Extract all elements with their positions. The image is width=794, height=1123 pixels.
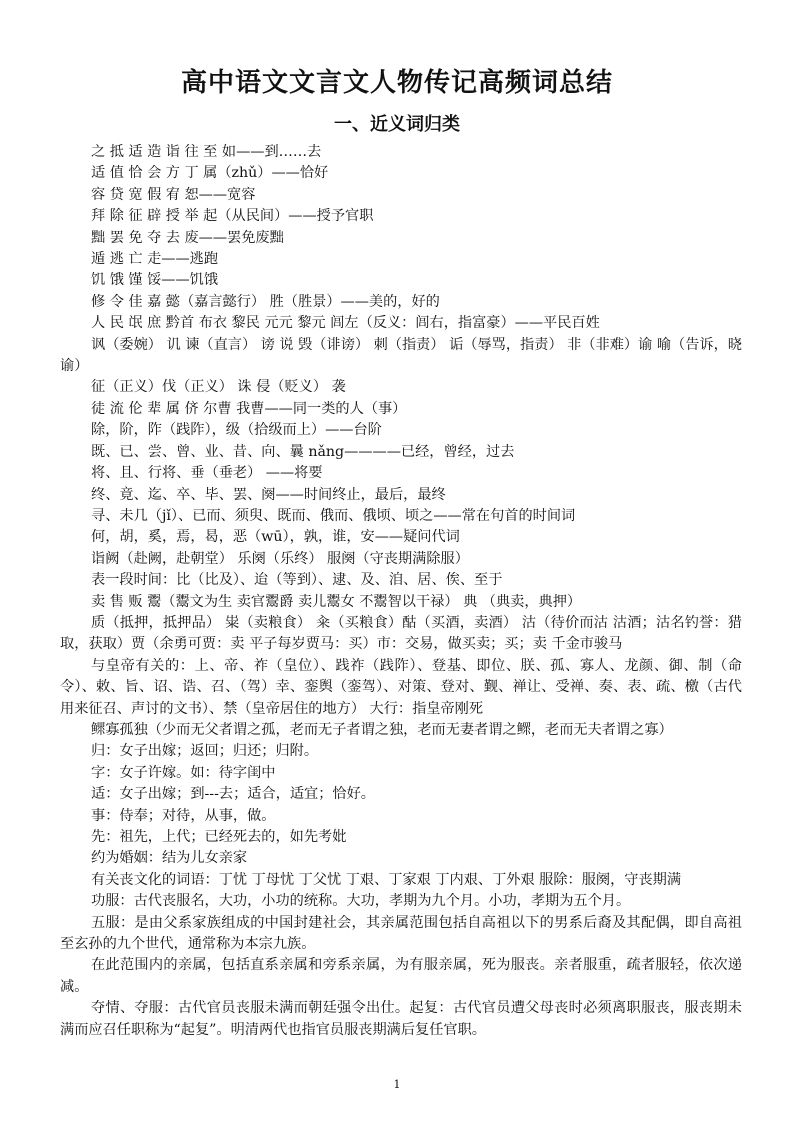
document-body <box>60 142 742 1041</box>
paragraph: 与皇帝有关的：上、帝、祚（皇位）、践祚（践阼）、登基、即位、朕、孤、寡人、龙颜、御、制（命令）、敕、旨、诏、诰、召、（驾）幸、銮舆（銮驾）、对策、登对、觐、禅让、受禅、奏、表、疏、檄（古代用来征召、声讨的文书）、禁（皇帝居住的地方） 大行：指皇帝刚死 <box>60 657 742 717</box>
paragraph: 讽（委婉） 讥 谏（直言） 谤 说 毁（诽谤） 刺（指责） 诟（辱骂，指责） 非（非难）谕 喻（告诉，晓谕） <box>60 336 742 375</box>
paragraph: 容 贷 宽 假 宥 恕——宽容 <box>91 186 256 203</box>
document-title: 高中语文文言文人物传记高频词总结 <box>180 68 613 98</box>
paragraph: 征（正义）伐（正义） 诛 侵（贬义） 袭 <box>91 379 346 396</box>
paragraph: 既、已、尝、曾、业、昔、向、曩 nǎng————已经，曾经，过去 <box>91 443 515 460</box>
section-heading: 一、近义词归类 <box>334 114 460 135</box>
page-number: 1 <box>393 1078 401 1091</box>
paragraph: 徒 流 伦 辈 属 侪 尔曹 我曹——同一类的人（事） <box>91 400 407 417</box>
paragraph: 适：女子出嫁；到---去；适合，适宜；恰好。 <box>91 786 375 803</box>
paragraph: 何，胡，奚，焉，曷，恶（wū），孰，谁，安——疑问代词 <box>91 529 460 546</box>
paragraph: 功服：古代丧服名，大功，小功的统称。大功，孝期为九个月。小功，孝期为五个月。 <box>91 893 631 910</box>
paragraph: 字：女子许嫁。如：待字闺中 <box>91 764 276 781</box>
paragraph: 先：祖先，上代；已经死去的，如先考妣 <box>91 829 347 845</box>
paragraph: 遁 逃 亡 走——逃跑 <box>91 251 219 268</box>
paragraph: 表一段时间：比（比及）、迨（等到）、逮、及、洎、居、俟、至于 <box>91 572 503 589</box>
paragraph: 拜 除 征 辟 授 举 起（从民间）——授予官职 <box>91 208 374 225</box>
paragraph: 适 值 恰 会 方 丁 属（zhǔ）——恰好 <box>91 165 329 182</box>
paragraph: 修 令 佳 嘉 懿（嘉言懿行） 胜（胜景）——美的，好的 <box>91 293 440 310</box>
paragraph: 鳏寡孤独（少而无父者谓之孤，老而无子者谓之独，老而无妻者谓之鳏，老而无夫者谓之寡） <box>91 721 673 738</box>
paragraph: 将、且、行将、垂（垂老） ——将要 <box>91 465 323 482</box>
paragraph: 夺情、夺服：古代官员丧服未满而朝廷强令出仕。起复：古代官员遭父母丧时必须离职服丧，服丧期未满而应召任职称为“起复”。明清两代也指官员服丧期满后复任官职。 <box>60 1000 742 1038</box>
paragraph: 终、竟、迄、卒、毕、罢、阕——时间终止，最后，最终 <box>91 486 446 503</box>
paragraph: 有关丧文化的词语：丁忧 丁母忧 丁父忧 丁艰、丁家艰 丁内艰、丁外艰 服除：服阕，守丧期满 <box>91 871 682 888</box>
paragraph: 除，阶，阼（践阼），级（拾级而上）——台阶 <box>91 422 382 439</box>
paragraph: 人 民 氓 庶 黔首 布衣 黎民 元元 黎元 闾左（反义：闾右，指富豪）——平民百姓 <box>91 315 600 332</box>
paragraph: 归：女子出嫁；返回；归还；归附。 <box>91 743 319 760</box>
paragraph: 约为婚姻：结为儿女亲家 <box>91 850 248 867</box>
paragraph: 卖 售 贩 鬻（鬻文为生 卖官鬻爵 卖儿鬻女 不鬻智以干禄） 典 （典卖，典押） <box>91 593 582 610</box>
paragraph: 五服：是由父系家族组成的中国封建社会，其亲属范围包括自高祖以下的男系后裔及其配偶，即自高祖至玄孙的九个世代，通常称为本宗九族。 <box>60 914 742 953</box>
paragraph: 黜 罢 免 夺 去 废——罢免废黜 <box>91 229 284 246</box>
paragraph: 诣阙（赴阙，赴朝堂） 乐阕（乐终） 服阕（守丧期满除服） <box>91 550 469 567</box>
paragraph: 饥 饿 馑 馁——饥饿 <box>91 272 219 289</box>
paragraph: 寻、未几（jǐ）、已而、须臾、既而、俄而、俄顷、顷之——常在句首的时间词 <box>91 507 576 524</box>
paragraph: 事：侍奉；对待，从事，做。 <box>91 807 276 824</box>
paragraph: 质（抵押，抵押品） 粜（卖粮食） 籴（买粮食）酤（买酒，卖酒） 沽（待价而沽 沽酒；沽名钓誉：猎取，获取）贾（余勇可贾：卖 平子每岁贾马：买）市：交易，做买卖；买；卖 千金市骏马 <box>60 614 742 653</box>
paragraph: 之 抵 适 造 诣 往 至 如——到……去 <box>91 144 322 160</box>
paragraph: 在此范围内的亲属，包括直系亲属和旁系亲属，为有服亲属，死为服丧。亲者服重，疏者服轻，依次递减。 <box>60 957 742 995</box>
